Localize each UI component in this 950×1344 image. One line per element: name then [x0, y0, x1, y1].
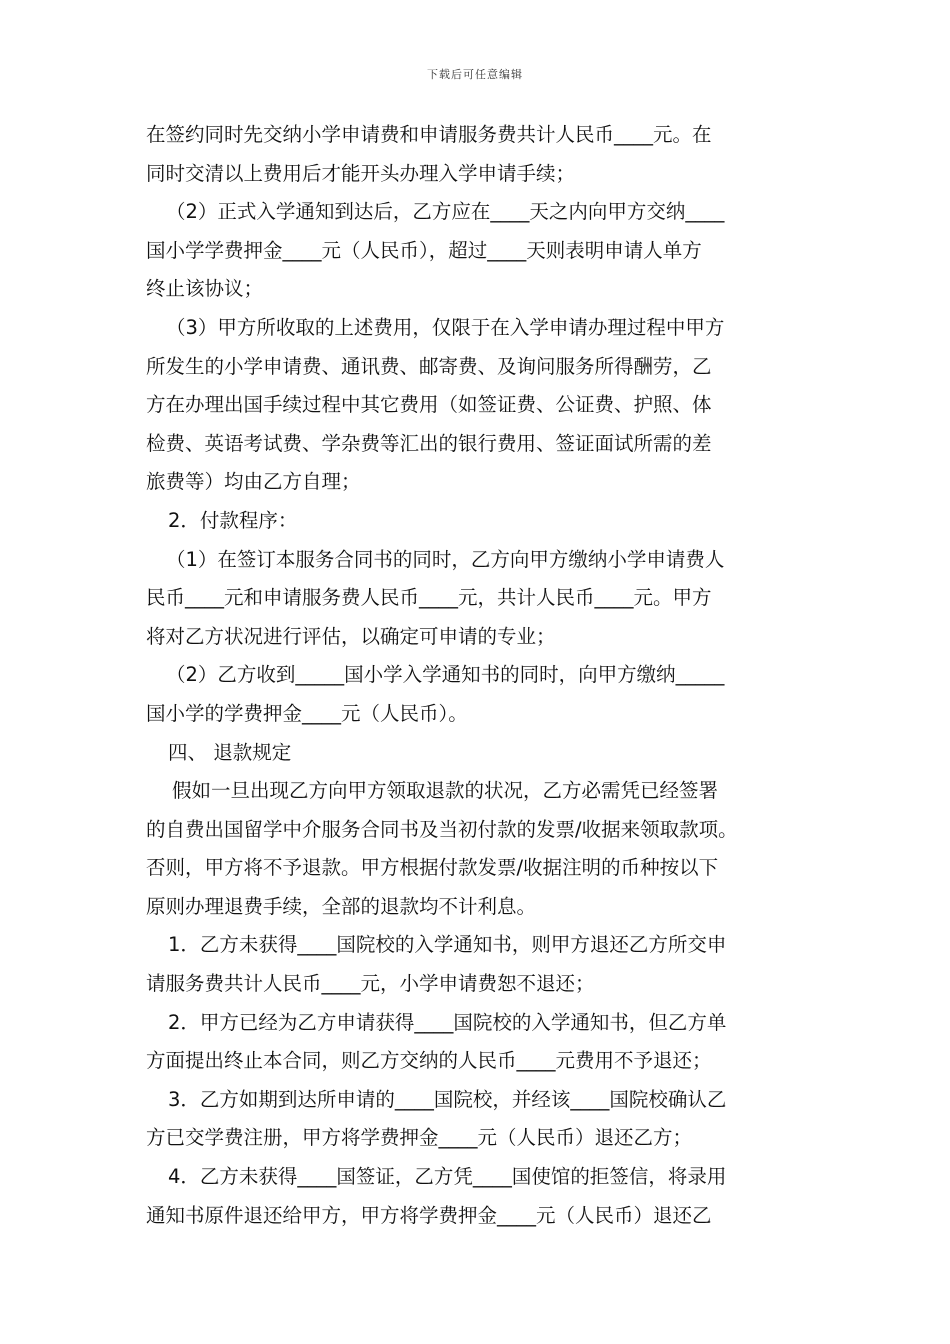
text-line: 1．乙方未获得____国院校的入学通知书，则甲方退还乙方所交申 [168, 933, 727, 957]
text-line: 所发生的小学申请费、通讯费、邮寄费、及询问服务所得酬劳，乙 [146, 354, 712, 378]
text-line: 假如一旦出现乙方向甲方领取退款的状况，乙方必需凭已经签署 [172, 779, 719, 803]
text-line: 旅费等）均由乙方自理； [146, 470, 361, 494]
document-body [146, 116, 814, 1235]
text-line: 将对乙方状况进行评估，以确定可申请的专业； [146, 624, 556, 648]
text-line: 4．乙方未获得____国签证，乙方凭____国使馆的拒签信，将录用 [168, 1165, 727, 1189]
text-line: （3）甲方所收取的上述费用，仅限于在入学申请办理过程中甲方 [166, 315, 725, 339]
text-line: （2）乙方收到_____国小学入学通知书的同时，向甲方缴纳_____ [166, 663, 725, 687]
text-line: （2）正式入学通知到达后，乙方应在____天之内向甲方交纳____ [166, 200, 725, 224]
text-line: 国小学学费押金____元（人民币），超过____天则表明申请人单方 [146, 238, 702, 262]
text-line: 原则办理退费手续，全部的退款均不计利息。 [146, 894, 537, 918]
text-line: 3．乙方如期到达所申请的____国院校，并经该____国院校确认乙 [168, 1087, 727, 1111]
text-line: 方在办理出国手续过程中其它费用（如签证费、公证费、护照、体 [146, 393, 712, 417]
text-line: 通知书原件退还给甲方，甲方将学费押金____元（人民币）退还乙 [146, 1203, 712, 1227]
text-line: 2．甲方已经为乙方申请获得____国院校的入学通知书，但乙方单 [168, 1010, 727, 1034]
text-line: 方面提出终止本合同，则乙方交纳的人民币____元费用不予退还； [146, 1049, 712, 1073]
text-line: 的自费出国留学中介服务合同书及当初付款的发票/收据来领取款项。 [146, 817, 738, 841]
page-header: 下载后可任意编辑 [427, 68, 523, 81]
text-line: 方已交学费注册，甲方将学费押金____元（人民币）退还乙方； [146, 1126, 693, 1150]
section-heading: 2．付款程序： [168, 508, 298, 532]
text-line: 在签约同时先交纳小学申请费和申请服务费共计人民币____元。在 [146, 123, 712, 146]
text-line: 请服务费共计人民币____元，小学申请费恕不退还； [146, 972, 595, 996]
text-line: 同时交清以上费用后才能开头办理入学申请手续； [146, 161, 576, 185]
text-line: 民币____元和申请服务费人民币____元，共计人民币____元。甲方 [146, 586, 712, 610]
text-line: 否则，甲方将不予退款。甲方根据付款发票/收据注明的币种按以下 [146, 856, 719, 880]
text-line: （1）在签订本服务合同书的同时，乙方向甲方缴纳小学申请费人 [166, 547, 725, 571]
text-line: 国小学的学费押金____元（人民币）。 [146, 701, 468, 725]
text-line: 检费、英语考试费、学杂费等汇出的银行费用、签证面试所需的差 [146, 431, 712, 455]
section-heading: 四、 退款规定 [168, 740, 292, 764]
text-line: 终止该协议； [146, 277, 264, 301]
